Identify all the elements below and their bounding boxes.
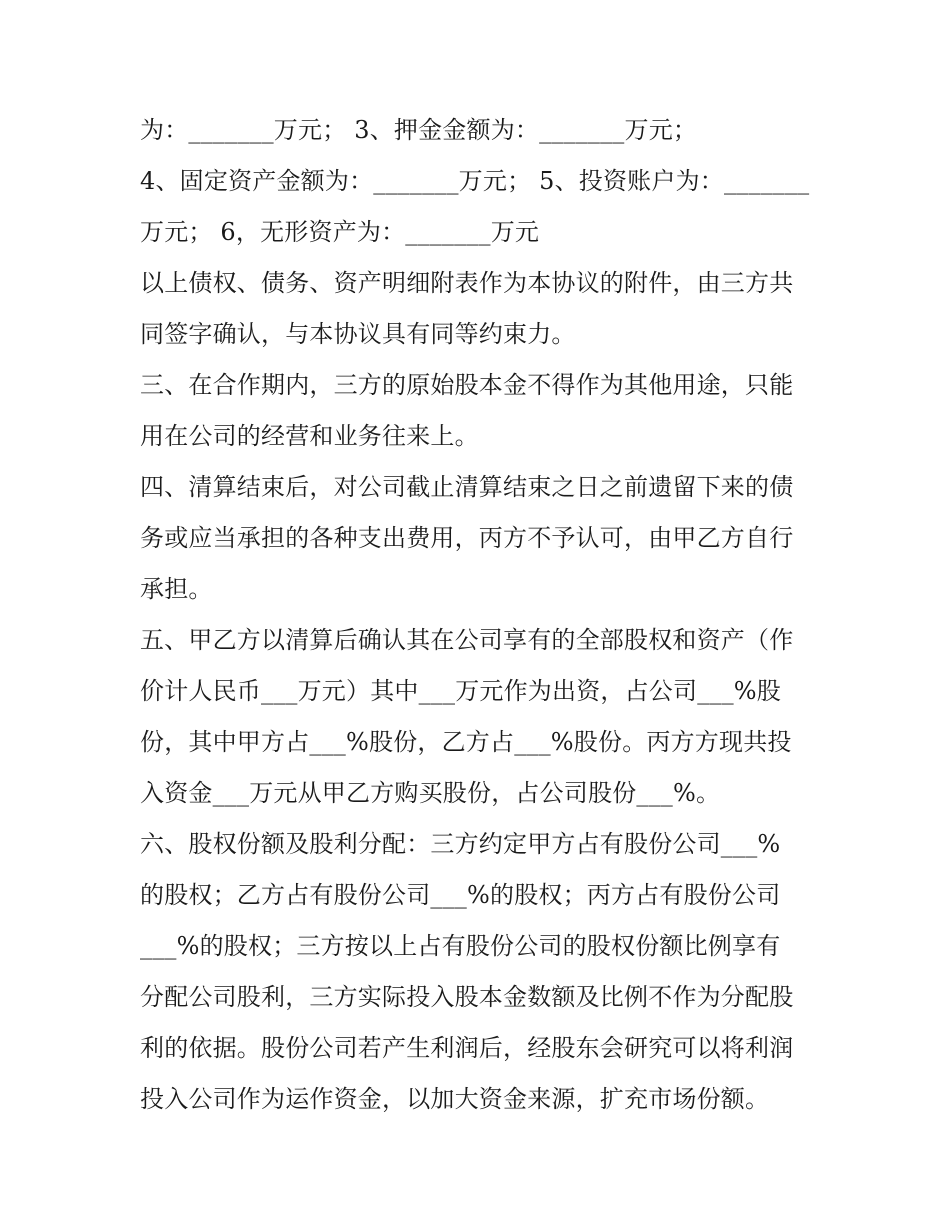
text-line: 价计人民币___万元）其中___万元作为出资，占公司___%股	[140, 677, 782, 705]
text-line: 六、股权份额及股利分配：三方约定甲方占有股份公司___%	[140, 830, 781, 858]
text-line: 五、甲乙方以清算后确认其在公司享有的全部股权和资产（作	[140, 626, 794, 654]
text-line: 务或应当承担的各种支出费用，丙方不予认可，由甲乙方自行	[140, 524, 794, 552]
text-line: 的股权；乙方占有股份公司___%的股权；丙方占有股份公司	[140, 881, 781, 909]
text-line: 投入公司作为运作资金，以加大资金来源，扩充市场份额。	[140, 1085, 770, 1113]
text-line: 用在公司的经营和业务往来上。	[140, 422, 479, 450]
text-line: 4、固定资产金额为：_______万元； 5、投资账户为：_______	[140, 167, 810, 195]
text-line: 为：_______万元； 3、押金金额为：_______万元；	[140, 116, 698, 144]
document-body	[140, 105, 816, 1125]
text-line: 分配公司股利，三方实际投入股本金数额及比例不作为分配股	[140, 983, 794, 1011]
text-line: ___%的股权；三方按以上占有股份公司的股权份额比例享有	[140, 932, 781, 960]
text-line: 同签字确认，与本协议具有同等约束力。	[140, 320, 576, 348]
text-line: 四、清算结束后，对公司截止清算结束之日之前遗留下来的债	[140, 473, 794, 501]
text-line: 入资金___万元从甲乙方购买股份，占公司股份___%。	[140, 779, 721, 807]
text-line: 以上债权、债务、资产明细附表作为本协议的附件，由三方共	[140, 269, 794, 297]
text-line: 万元； 6，无形资产为：_______万元	[140, 218, 540, 246]
text-line: 利的依据。股份公司若产生利润后，经股东会研究可以将利润	[140, 1034, 794, 1062]
text-line: 三、在合作期内，三方的原始股本金不得作为其他用途，只能	[140, 371, 794, 399]
text-line: 份，其中甲方占___%股份，乙方占___%股份。丙方方现共投	[140, 728, 792, 756]
text-line: 承担。	[140, 575, 213, 603]
